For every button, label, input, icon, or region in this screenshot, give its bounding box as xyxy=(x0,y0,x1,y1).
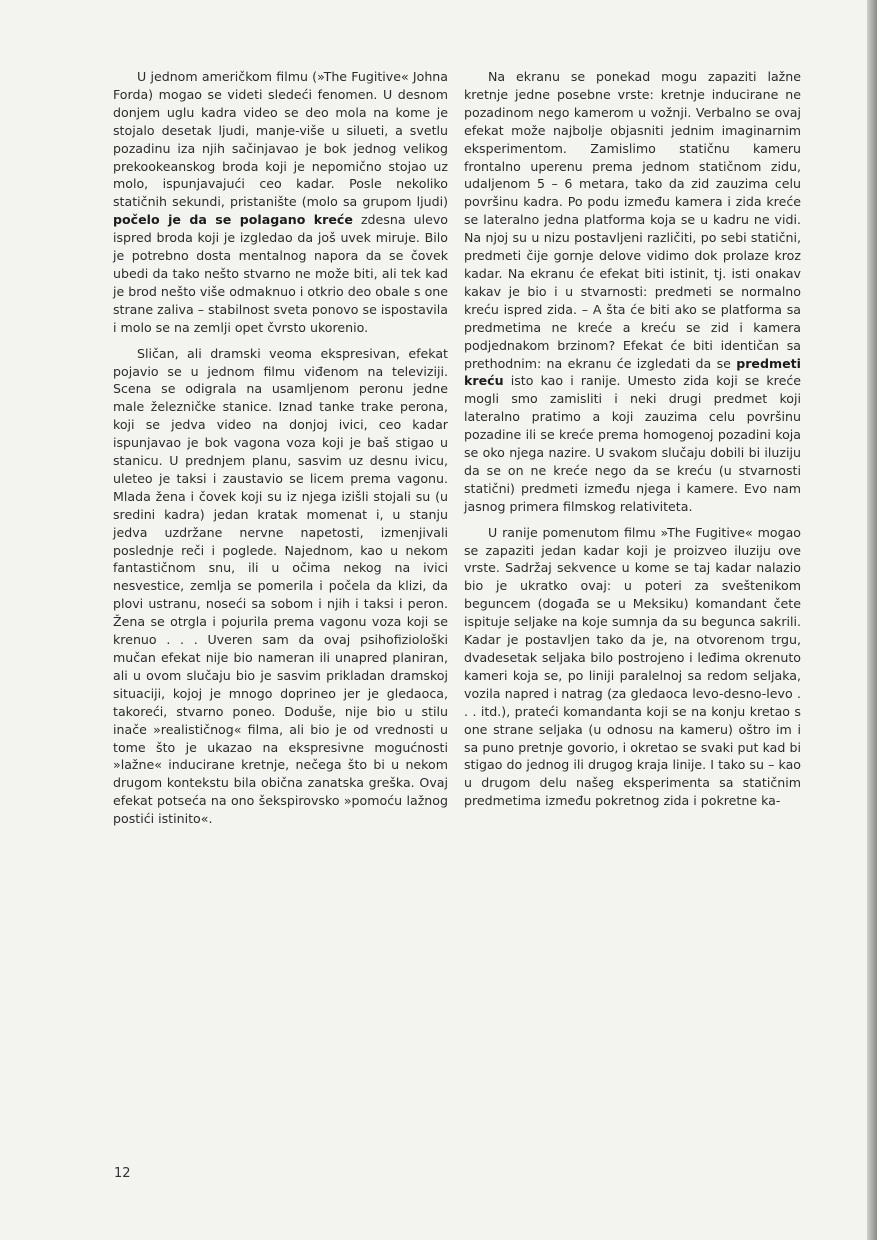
emphasis: počelo je da se polagano kreće xyxy=(113,212,353,228)
paragraph-3: Na ekranu se ponekad mogu zapaziti lažne kretnje jedne posebne vrste: kretnje inducirane ne pozadinom nego kamerom u vožnji. Verbalno se ovaj efekat može najbolje objasniti jednim imaginarnim eksperimentom. Zamislimo statičnu kameru frontalno uperenu prema jednom statičnom zidu, udaljenom 5 – 6 metara, tako da zid zauzima celu površinu kadra. Po podu između kamera i zida kreće se lateralno jedna platforma koja se u kadru ne vidi. Na njoj su u nizu postavljeni različiti, po sebi statični, predmeti čije gornje delove vidimo dok prolaze kroz kadar. Na ekranu će efekat biti istinit, tj. isti onakav kakav je bio i u stvarnosti: predmeti se normalno kreću ispred zida. – A šta će biti ako se platforma sa predmetima ne kreće a kreću se zid i kamera podjednakom brzinom? Efekat će biti identičan sa prethodnim: na ekranu će izgledati da se predmeti kreću isto kao i ranije. Umesto zida koji se kreće mogli smo zamisliti i neki drugi predmet koji lateralno pratimo a koji zauzima celu površinu pozadine ili se kreće prema homogenoj pozadini koja se oko njega nazire. U svakom slučaju dobili bi iluziju da se on ne kreće nego da se kreću (u stvarnosti statični) predmeti između njega i kamere. Evo nam jasnog primera filmskog relativiteta. xyxy=(464,69,801,514)
paragraph-1: U jednom američkom filmu (»The Fugitive« Johna Forda) mogao se videti sledeći fenomen. U desnom donjem uglu kadra video se deo mola na kome je stojalo desetak ljudi, manje-više u silueti, a svetlu pozadinu iza njih sačinjavao je bok jednog velikog prekookeanskog broda koji je nepomično stojao uz molo, ispunjavajući ceo kadar. Posle nekoliko statičnih sekundi, pristanište (molo sa grupom ljudi) počelo je da se polagano kreće zdesna ulevo ispred broda koji je izgledao da još uvek miruje. Bilo je potrebno dosta mentalnog napora da se čovek ubedi da tako nešto stvarno ne može biti, ali tek kad je brod nešto više odmaknuo i otkrio deo obale s one strane zaliva – stabilnost sveta ponovo se ispostavila i molo se na zemlji opet čvrsto ukorenio. xyxy=(113,69,448,335)
paragraph-2: Sličan, ali dramski veoma ekspresivan, efekat pojavio se u jednom filmu viđenom na televiziji. Scena se odigrala na usamljenom peronu jedne male železničke stanice. Iznad tanke trake perona, koji se jedva video na donjoj ivici, ceo kadar ispunjavao je bok vagona voza koji je baš stigao u stanicu. U prednjem planu, sasvim uz desnu ivicu, uleteo je taksi i zaustavio se licem prema vagonu. Mlada žena i čovek koji su iz njega izišli stojali su (u sredini kadra) jedan kratak momenat i, u stanju jedva uzdržane nervne napetosti, izmenjivali poslednje reči i poglede. Najednom, kao u nekom fantastičnom snu, ili u očima nekog na ivici nesvestice, zemlja se pomerila i počela da klizi, da plovi ustranu, noseći sa sobom i njih i taksi i peron. Žena se otrgla i pojurila prema vagonu voza koji se krenuo . . . Uveren sam da ovaj psihofiziološki mučan efekat nije bio nameran ili unapred planiran, ali u ovom slučaju bio je sasvim prikladan dramskoj situaciji, kojoj je mnogo doprineo jer je gledaoca, takoreći, stvarno poneo. Doduše, nije bio u stilu inače »realističnog« filma, ali bio je od vrednosti u tome što je ukazao na ekspresivne mogućnosti »lažne« inducirane kretnje, nečega što bi u nekom drugom kontekstu bila obična zanatska greška. Ovaj efekat potseća na ono šekspirovsko »pomoću lažnog postići istinito«. xyxy=(113,345,448,827)
left-text-column xyxy=(113,68,448,828)
page-number: 12 xyxy=(114,1166,131,1181)
right-text-column xyxy=(464,68,801,810)
paragraph-4: U ranije pomenutom filmu »The Fugitive« mogao se zapaziti jedan kadar koji je proizveo iluziju ove vrste. Sadržaj sekvence u kome se taj kadar nalazio bio je ukratko ovaj: u poteri za sveštenikom beguncem (događa se u Meksiku) komandant čete ispituje seljake na koje sumnja da su begunca sakrili. Kadar je postavljen tako da je, na otvorenom trgu, dvadesetak seljaka bilo postrojeno i leđima okrenuto kameri koja se, po liniji paralelnoj sa redom seljaka, vozila napred i natrag (za gledaoca levo-desno-levo . . . itd.), prateći komandanta koji se na konju kretao s one strane seljaka (u odnosu na kameru) oštro im i sa puno pretnje govorio, i okretao se svaki put kad bi stigao do jednog ili drugog kraja linije. I tako su – kao u drugom delu našeg eksperimenta sa statičnim predmetima između pokretnog zida i pokretne ka- xyxy=(464,524,801,809)
emphasis: predmeti kreću xyxy=(464,355,801,389)
